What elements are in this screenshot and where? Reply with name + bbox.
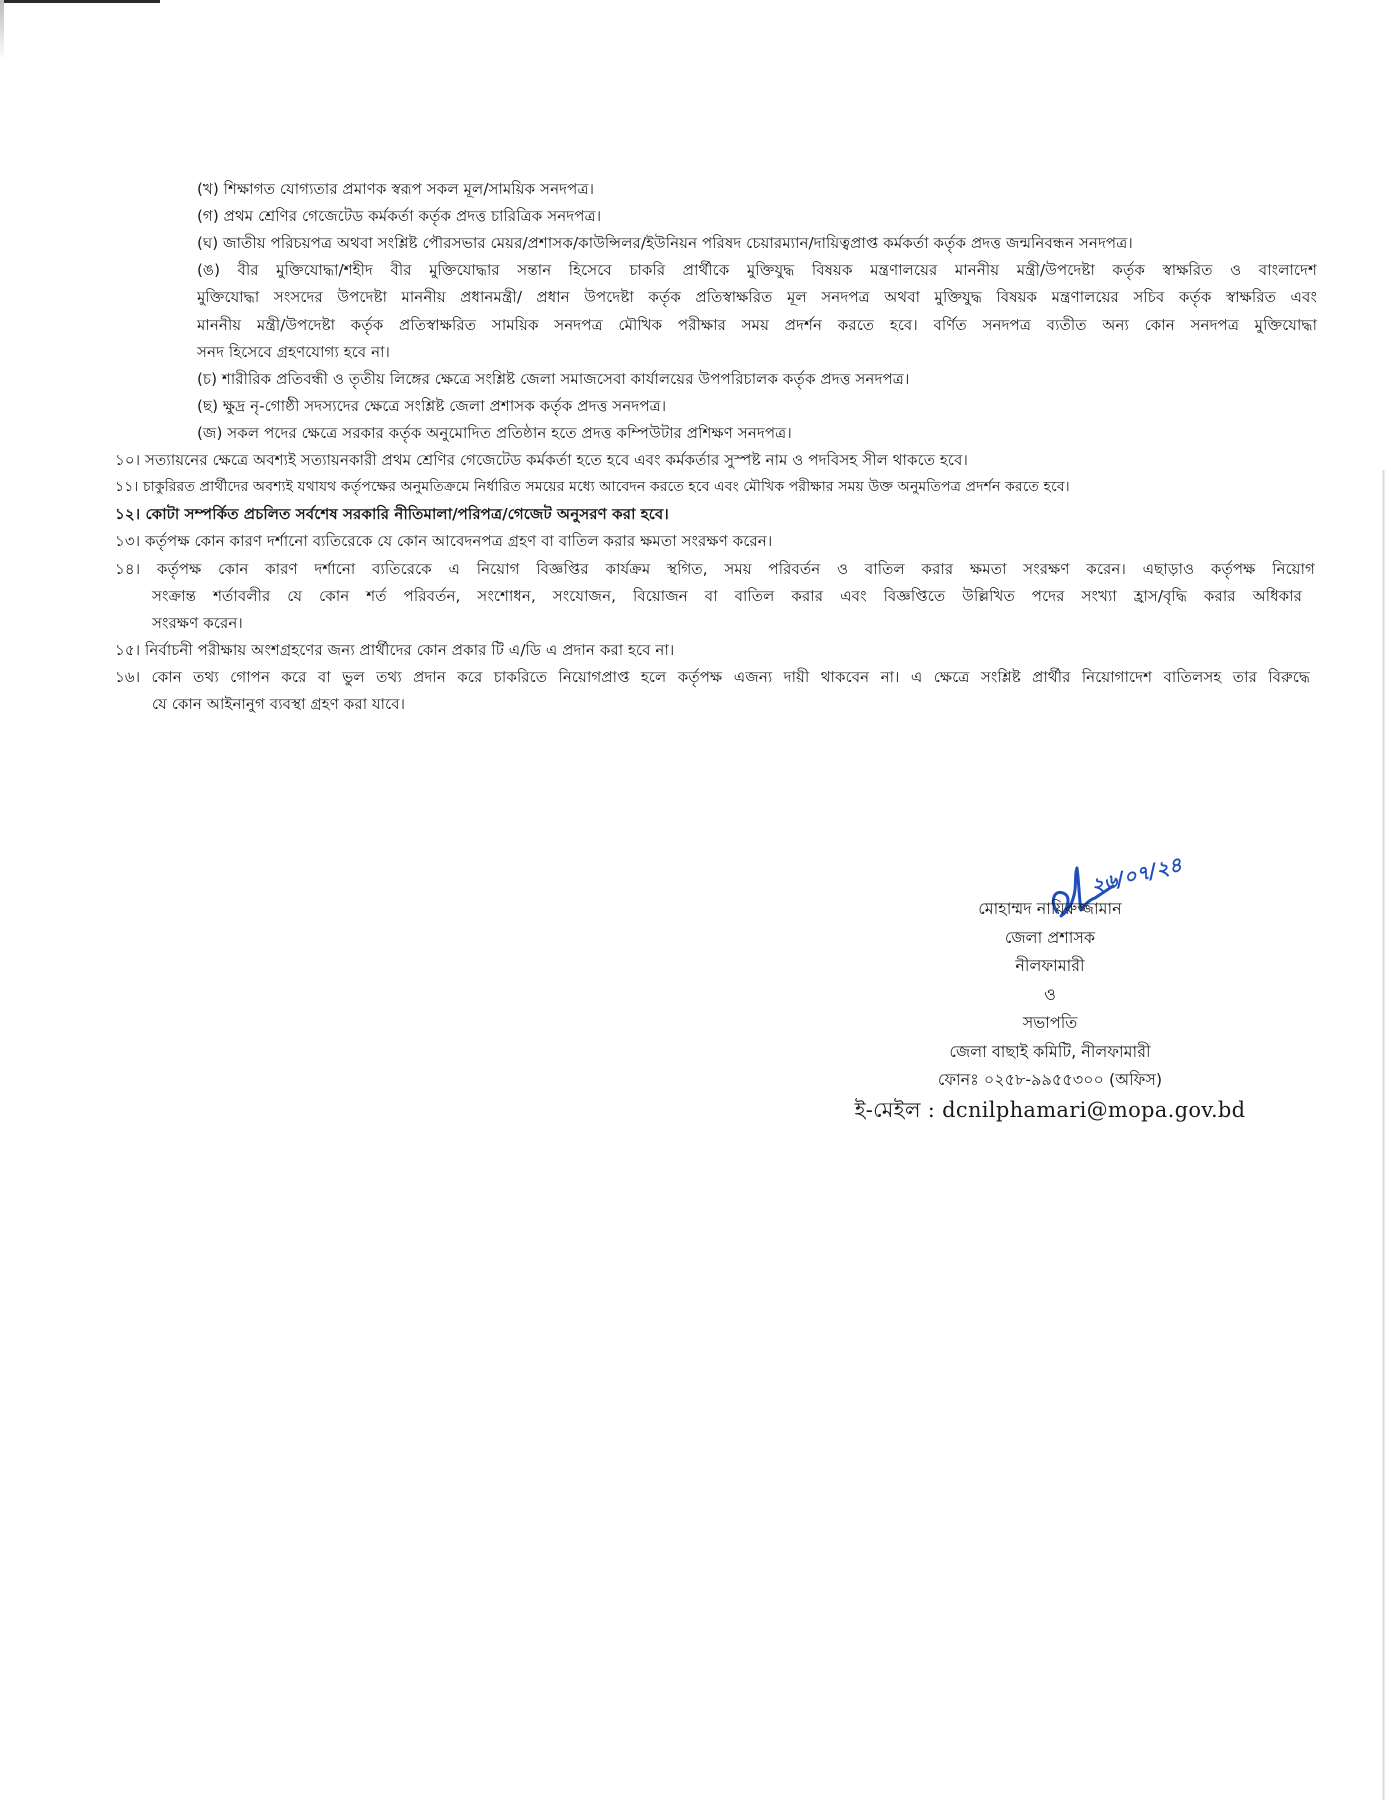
signatory-district: নীলফামারী — [1015, 956, 1085, 975]
signature-block — [840, 895, 1260, 1125]
numbered-item-12: ১২। কোটা সম্পর্কিত প্রচলিত সর্বশেষ সরকারি নীতিমালা/পরিপত্র/গেজেট অনুসরণ করা হবে। — [115, 505, 669, 523]
email-address[interactable]: ই-মেইল : dcnilphamari@mopa.gov.bd — [854, 1097, 1246, 1122]
sub-item-uma-continued: সনদ হিসেবে গ্রহণযোগ্য হবে না। — [197, 343, 390, 361]
numbered-item-14-continued: সংক্রান্ত শর্তাবলীর যে কোন শর্ত পরিবর্তন, সংশোধন, সংযোজন, বিয়োজন বা বাতিল করার এবং বিজ্ঞপ্তিতে উল্লিখিত পদের সংখ্যা হ্রাস/বৃদ্ধি করার অধিকার — [152, 587, 1302, 605]
numbered-item-13: ১৩। কর্তৃপক্ষ কোন কারণ দর্শানো ব্যতিরেকে যে কোন আবেদনপত্র গ্রহণ বা বাতিল করার ক্ষমতা সংরক্ষণ করেন। — [115, 532, 773, 550]
scan-edge — [0, 0, 4, 60]
signatory-name: মোহাম্মদ নায়িরুজ্জামান — [978, 899, 1122, 918]
sub-item-ja: (জ) সকল পদের ক্ষেত্রে সরকার কর্তৃক অনুমোদিত প্রতিষ্ঠান হতে প্রদত্ত কম্পিউটার প্রশিক্ষণ সনদপত্র। — [197, 424, 792, 442]
scan-edge — [0, 0, 160, 3]
numbered-item-10: ১০। সত্যায়নের ক্ষেত্রে অবশ্যই সত্যায়নকারী প্রথম শ্রেণির গেজেটেড কর্মকর্তা হতে হবে এবং কর্মকর্তার সুস্পষ্ট নাম ও পদবিসহ সীল থাকতে হবে। — [115, 451, 968, 469]
phone-number: ফোনঃ ০২৫৮-৯৯৫৫৩০০ (অফিস) — [937, 1070, 1163, 1089]
sub-item-cha: (চ) শারীরিক প্রতিবন্ধী ও তৃতীয় লিঙ্গের ক্ষেত্রে সংশ্লিষ্ট জেলা সমাজসেবা কার্যালয়ের উপপরিচালক কর্তৃক প্রদত্ত সনদপত্র। — [197, 370, 910, 388]
numbered-item-14-continued: সংরক্ষণ করেন। — [152, 614, 243, 632]
sub-item-uma: (ঙ) বীর মুক্তিযোদ্ধা/শহীদ বীর মুক্তিযোদ্ধার সন্তান হিসেবে চাকরি প্রার্থীকে মুক্তিযুদ্ধ বিষয়ক মন্ত্রণালয়ের মাননীয় মন্ত্রী/উপদেষ্টা কর্তৃক স্বাক্ষরিত ও বাংলাদেশ — [197, 261, 1317, 279]
signatory-role: সভাপতি — [1022, 1013, 1078, 1032]
sub-item-ga: (গ) প্রথম শ্রেণির গেজেটেড কর্মকর্তা কর্তৃক প্রদত্ত চারিত্রিক সনদপত্র। — [197, 207, 602, 225]
handwritten-date: ২৬/০৭/২৪ — [1088, 852, 1185, 898]
committee-name: জেলা বাছাই কমিটি, নীলফামারী — [949, 1041, 1151, 1061]
sub-item-gha: (ঘ) জাতীয় পরিচয়পত্র অথবা সংশ্লিষ্ট পৌরসভার মেয়র/প্রশাসক/কাউন্সিলর/ইউনিয়ন পরিষদ চেয়ারম্যান/দায়িত্বপ্রাপ্ত কর্মকর্তা কর্তৃক প্রদত্ত জন্মনিবন্ধন সনদপত্র। — [197, 234, 1133, 252]
numbered-item-11: ১১। চাকুরিরত প্রার্থীদের অবশ্যই যথাযথ কর্তৃপক্ষের অনুমতিক্রমে নির্ধারিত সময়ের মধ্যে আবেদন করতে হবে এবং মৌখিক পরীক্ষার সময় উক্ত অনুমতিপত্র প্রদর্শন করতে হবে। — [115, 479, 1070, 495]
sub-item-uma-continued: মাননীয় মন্ত্রী/উপদেষ্টা কর্তৃক প্রতিস্বাক্ষরিত সাময়িক সনদপত্র মৌখিক পরীক্ষার সময় প্রদর্শন করতে হবে। বর্ণিত সনদপত্র ব্যতীত অন্য কোন সনদপত্র মুক্তিযোদ্ধা — [197, 316, 1317, 334]
numbered-item-14: ১৪। কর্তৃপক্ষ কোন কারণ দর্শানো ব্যতিরেকে এ নিয়োগ বিজ্ঞপ্তির কার্যক্রম স্থগিত, সময় পরিবর্তন ও বাতিল করার ক্ষমতা সংরক্ষণ করেন। এছাড়াও কর্তৃপক্ষ নিয়োগ — [115, 560, 1315, 578]
numbered-item-16: ১৬। কোন তথ্য গোপন করে বা ভুল তথ্য প্রদান করে চাকরিতে নিয়োগপ্রাপ্ত হলে কর্তৃপক্ষ এজন্য দায়ী থাকবেন না। এ ক্ষেত্রে সংশ্লিষ্ট প্রার্থীর নিয়োগাদেশ বাতিলসহ তার বিরুদ্ধে — [115, 668, 1310, 686]
signatory-designation: জেলা প্রশাসক — [1004, 927, 1096, 947]
sub-item-uma-continued: মুক্তিযোদ্ধা সংসদের উপদেষ্টা মাননীয় প্রধানমন্ত্রী/ প্রধান উপদেষ্টা কর্তৃক প্রতিস্বাক্ষরিত মূল সনদপত্র অথবা মুক্তিযুদ্ধ বিষয়ক মন্ত্রণালয়ের সচিব কর্তৃক স্বাক্ষরিত এবং — [197, 288, 1317, 306]
numbered-item-15: ১৫। নির্বাচনী পরীক্ষায় অংশগ্রহণের জন্য প্রার্থীদের কোন প্রকার টি এ/ডি এ প্রদান করা হবে না। — [115, 641, 675, 659]
sub-item-kha: (খ) শিক্ষাগত যোগ্যতার প্রমাণক স্বরূপ সকল মূল/সাময়িক সনদপত্র। — [197, 180, 595, 198]
conjunction: ও — [1044, 984, 1056, 1004]
scan-edge — [1382, 470, 1385, 1800]
numbered-item-16-continued: যে কোন আইনানুগ ব্যবস্থা গ্রহণ করা যাবে। — [152, 695, 406, 713]
sub-item-chha: (ছ) ক্ষুদ্র নৃ-গোষ্ঠী সদস্যদের ক্ষেত্রে সংশ্লিষ্ট জেলা প্রশাসক কর্তৃক প্রদত্ত সনদপত্র। — [197, 397, 667, 415]
